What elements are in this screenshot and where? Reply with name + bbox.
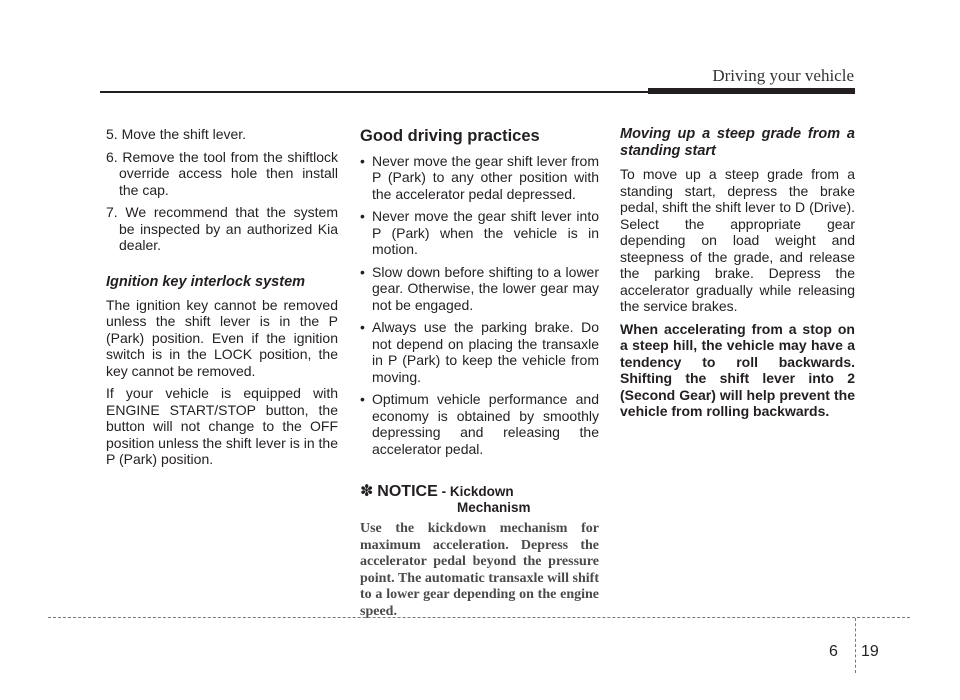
column-left — [106, 126, 338, 474]
bullet-item — [360, 391, 599, 457]
bullet-icon: • — [360, 391, 365, 407]
bullet-icon: • — [360, 319, 365, 335]
chapter-number: 6 — [829, 643, 838, 660]
step-7: 7. We recommend that the system be inspected by an authorized Kia dealer. — [106, 204, 338, 253]
page-number-separator — [855, 618, 856, 673]
bullet-text: Optimum vehicle performance and economy is obtained by smoothly depressing and releasing the accelerator pedal. — [372, 391, 599, 457]
step-5: 5. Move the shift lever. — [106, 126, 247, 142]
ignition-interlock-para-2: If your vehicle is equipped with ENGINE START/STOP button, the button will not change to the OFF position unless the shift lever is in the P (Park) position. — [106, 385, 338, 467]
notice-heading — [360, 483, 599, 517]
notice-title-line-1: - Kickdown — [441, 484, 514, 499]
steep-grade-para: To move up a steep grade from a standing start, depress the brake pedal, shift the shift lever to D (Drive). Select the appropriate gear depending on load weight and steepness of the grade, and release the parking brake. Depress the accelerator gradually while releasing the service brakes. — [620, 166, 855, 314]
header-title: Driving your vehicle — [712, 66, 854, 85]
bullet-item — [360, 153, 599, 203]
ignition-interlock-para-1: The ignition key cannot be removed unless the shift lever is in the P (Park) position. Even if the ignition switch is in the LOCK position, the key cannot be removed. — [106, 296, 338, 379]
header-rule-accent — [648, 88, 855, 94]
step-6: 6. Remove the tool from the shiftlock override access hole then install the cap. — [106, 148, 338, 198]
bullet-icon: • — [360, 263, 365, 280]
column-middle — [360, 126, 599, 620]
notice-title-line-2: Mechanism — [457, 500, 531, 515]
notice-label: NOTICE — [377, 483, 438, 500]
bullet-item — [360, 208, 599, 258]
page-number: 19 — [861, 643, 879, 660]
ignition-interlock-heading: Ignition key interlock system — [106, 273, 306, 290]
bullet-item — [360, 264, 599, 314]
column-right — [620, 126, 855, 426]
steep-grade-warning: When accelerating from a stop on a steep hill, the vehicle may have a tendency to roll backwards. Shifting the shift lever into 2 (Second Gear) will help prevent the vehicle from rolling backwards. — [620, 320, 855, 419]
header-rule — [100, 91, 648, 93]
bullet-text: Never move the gear shift lever into P (Park) when the vehicle is in motion. — [372, 208, 599, 257]
footer-rule — [48, 617, 910, 618]
bullet-icon: • — [360, 152, 365, 169]
bullet-text: Slow down before shifting to a lower gear. Otherwise, the lower gear may not be engaged. — [372, 263, 599, 313]
good-driving-heading: Good driving practices — [360, 127, 540, 145]
bullet-item — [360, 319, 599, 385]
notice-body: Use the kickdown mechanism for maximum acceleration. Depress the accelerator pedal beyond the pressure point. The automatic transaxle will shift to a lower gear depending on the engine speed. — [360, 521, 599, 619]
bullet-text: Never move the gear shift lever from P (Park) to any other position with the accelerator pedal depressed. — [372, 152, 599, 202]
steep-grade-heading: Moving up a steep grade from a standing start — [620, 126, 855, 159]
bullet-icon: • — [360, 208, 365, 224]
notice-symbol-icon: ✽ — [360, 483, 374, 500]
bullet-text: Always use the parking brake. Do not depend on placing the transaxle in P (Park) to keep the vehicle from moving. — [372, 319, 599, 385]
